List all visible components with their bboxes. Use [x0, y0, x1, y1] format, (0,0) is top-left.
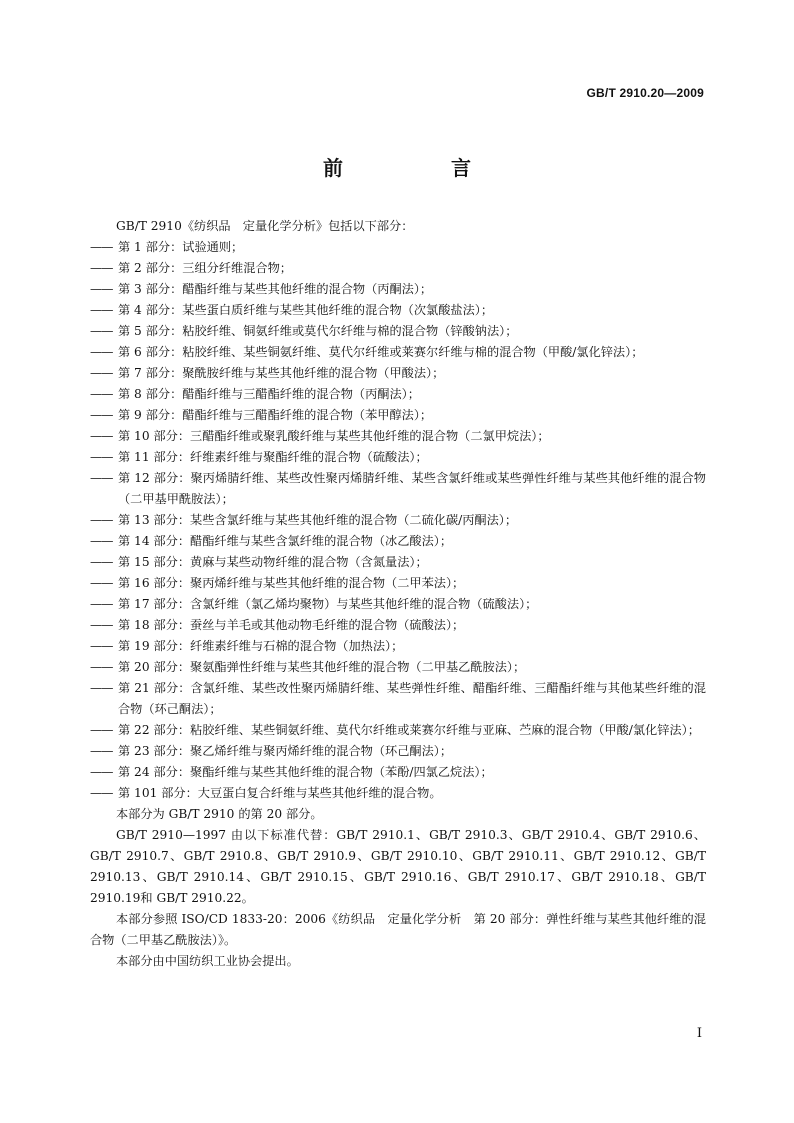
page-number: I: [696, 1026, 702, 1041]
list-item-dash: ——: [90, 408, 113, 422]
list-item-dash: ——: [90, 660, 113, 674]
list-item-dash: ——: [90, 261, 113, 275]
list-item-dash: ——: [90, 471, 113, 485]
list-item-dash: ——: [90, 681, 113, 695]
list-item-dash: ——: [90, 450, 113, 464]
list-item: [90, 636, 706, 657]
proposed-by-paragraph: 本部分由中国纺织工业协会提出。: [116, 954, 299, 968]
intro-paragraph: GB/T 2910《纺织品 定量化学分析》包括以下部分：: [116, 219, 414, 233]
list-item-dash: ——: [90, 576, 113, 590]
list-item: [90, 279, 706, 300]
standard-code: GB/T 2910.20—2009: [586, 86, 704, 100]
list-item-text: 第 12 部分：聚丙烯腈纤维、某些改性聚丙烯腈纤维、某些含氯纤维或某些弹性纤维与某些其他纤维的混合物（二甲基甲酰胺法）；: [118, 471, 706, 506]
page-title: 前 言: [323, 156, 515, 180]
list-item-dash: ——: [90, 366, 113, 380]
list-item: [90, 405, 706, 426]
list-item-text: 第 5 部分：粘胶纤维、铜氨纤维或莫代尔纤维与棉的混合物（锌酸钠法）；: [118, 324, 518, 338]
list-item: [90, 321, 706, 342]
list-item: [90, 384, 706, 405]
list-item-dash: ——: [90, 324, 113, 338]
list-item-text: 第 11 部分：纤维素纤维与聚酯纤维的混合物（硫酸法）；: [118, 450, 428, 464]
list-item-text: 第 24 部分：聚酯纤维与某些其他纤维的混合物（苯酚/四氯乙烷法）；: [118, 765, 493, 779]
list-item-dash: ——: [90, 618, 113, 632]
list-item-text: 第 20 部分：聚氨酯弹性纤维与某些其他纤维的混合物（二甲基乙酰胺法）；: [118, 660, 526, 674]
list-item-dash: ——: [90, 240, 113, 254]
list-item-dash: ——: [90, 387, 113, 401]
list-item-text: 第 8 部分：醋酯纤维与三醋酯纤维的混合物（丙酮法）；: [118, 387, 420, 401]
parts-list: [90, 237, 706, 804]
list-item: [90, 468, 706, 510]
document-body: [90, 216, 706, 972]
list-item-text: 第 9 部分：醋酯纤维与三醋酯纤维的混合物（苯甲醇法）；: [118, 408, 433, 422]
list-item-dash: ——: [90, 429, 113, 443]
list-item-dash: ——: [90, 345, 113, 359]
list-item-dash: ——: [90, 597, 113, 611]
list-item-dash: ——: [90, 765, 113, 779]
list-item-text: 第 6 部分：粘胶纤维、某些铜氨纤维、莫代尔纤维或莱赛尔纤维与棉的混合物（甲酸/氯化锌法）；: [118, 345, 644, 359]
list-item-text: 第 21 部分：含氯纤维、某些改性聚丙烯腈纤维、某些弹性纤维、醋酯纤维、三醋酯纤维与其他某些纤维的混合物（环己酮法）；: [118, 681, 706, 716]
reference-paragraph: 本部分参照 ISO/CD 1833-20：2006《纺织品 定量化学分析 第 20 部分：弹性纤维与某些其他纤维的混合物（二甲基乙酰胺法）》。: [90, 912, 706, 947]
list-item-text: 第 7 部分：聚酰胺纤维与某些其他纤维的混合物（甲酸法）；: [118, 366, 445, 380]
list-item: [90, 552, 706, 573]
list-item-dash: ——: [90, 639, 113, 653]
list-item-dash: ——: [90, 786, 113, 800]
list-item-dash: ——: [90, 282, 113, 296]
list-item-dash: ——: [90, 303, 113, 317]
list-item: [90, 363, 706, 384]
list-item-text: 第 15 部分：黄麻与某些动物纤维的混合物（含氮量法）；: [118, 555, 428, 569]
list-item: [90, 531, 706, 552]
list-item-dash: ——: [90, 513, 113, 527]
list-item-text: 第 17 部分：含氯纤维（氯乙烯均聚物）与某些其他纤维的混合物（硫酸法）；: [118, 597, 538, 611]
list-item: [90, 783, 706, 804]
list-item-text: 第 19 部分：纤维素纤维与石棉的混合物（加热法）；: [118, 639, 404, 653]
list-item: [90, 678, 706, 720]
list-item: [90, 258, 706, 279]
list-item: [90, 594, 706, 615]
list-item-text: 第 18 部分：蚕丝与羊毛或其他动物毛纤维的混合物（硫酸法）；: [118, 618, 465, 632]
list-item: [90, 447, 706, 468]
list-item: [90, 510, 706, 531]
list-item-dash: ——: [90, 555, 113, 569]
list-item: [90, 300, 706, 321]
list-item-text: 第 13 部分：某些含氯纤维与某些其他纤维的混合物（二硫化碳/丙酮法）；: [118, 513, 518, 527]
list-item: [90, 573, 706, 594]
list-item-dash: ——: [90, 534, 113, 548]
list-item: [90, 426, 706, 447]
list-item-text: 第 2 部分：三组分纤维混合物；: [118, 261, 292, 275]
list-item-dash: ——: [90, 723, 113, 737]
list-item-text: 第 16 部分：聚丙烯纤维与某些其他纤维的混合物（二甲苯法）；: [118, 576, 465, 590]
list-item: [90, 720, 706, 741]
list-item-text: 第 3 部分：醋酯纤维与某些其他纤维的混合物（丙酮法）；: [118, 282, 433, 296]
list-item: [90, 657, 706, 678]
list-item: [90, 741, 706, 762]
part-statement-paragraph: 本部分为 GB/T 2910 的第 20 部分。: [116, 807, 323, 821]
list-item-text: 第 101 部分：大豆蛋白复合纤维与某些其他纤维的混合物。: [118, 786, 442, 800]
list-item: [90, 762, 706, 783]
list-item: [90, 615, 706, 636]
list-item-text: 第 10 部分：三醋酯纤维或聚乳酸纤维与某些其他纤维的混合物（二氯甲烷法）；: [118, 429, 550, 443]
list-item: [90, 342, 706, 363]
replacement-paragraph: GB/T 2910—1997 由以下标准代替：GB/T 2910.1、GB/T 2910.3、GB/T 2910.4、GB/T 2910.6、GB/T 2910.7、GB/T 2910.8、GB/T 2910.9、GB/T 2910.10、GB/T 2910.11、GB/T 2910.12、GB/T 2910.13、GB/T 2910.14、GB/T 2910.15、GB/T 2910.16、GB/T 2910.17、GB/T 2910.18、GB/T 2910.19和 GB/T 2910.22。: [90, 828, 706, 905]
list-item-text: 第 14 部分：醋酯纤维与某些含氯纤维的混合物（冰乙酸法）；: [118, 534, 453, 548]
list-item-text: 第 22 部分：粘胶纤维、某些铜氨纤维、莫代尔纤维或莱赛尔纤维与亚麻、苎麻的混合物（甲酸/氯化锌法）；: [118, 723, 700, 737]
list-item-text: 第 23 部分：聚乙烯纤维与聚丙烯纤维的混合物（环己酮法）；: [118, 744, 453, 758]
list-item-text: 第 4 部分：某些蛋白质纤维与某些其他纤维的混合物（次氯酸盐法）；: [118, 303, 494, 317]
list-item-dash: ——: [90, 744, 113, 758]
list-item: [90, 237, 706, 258]
list-item-text: 第 1 部分：试验通则；: [118, 240, 244, 254]
